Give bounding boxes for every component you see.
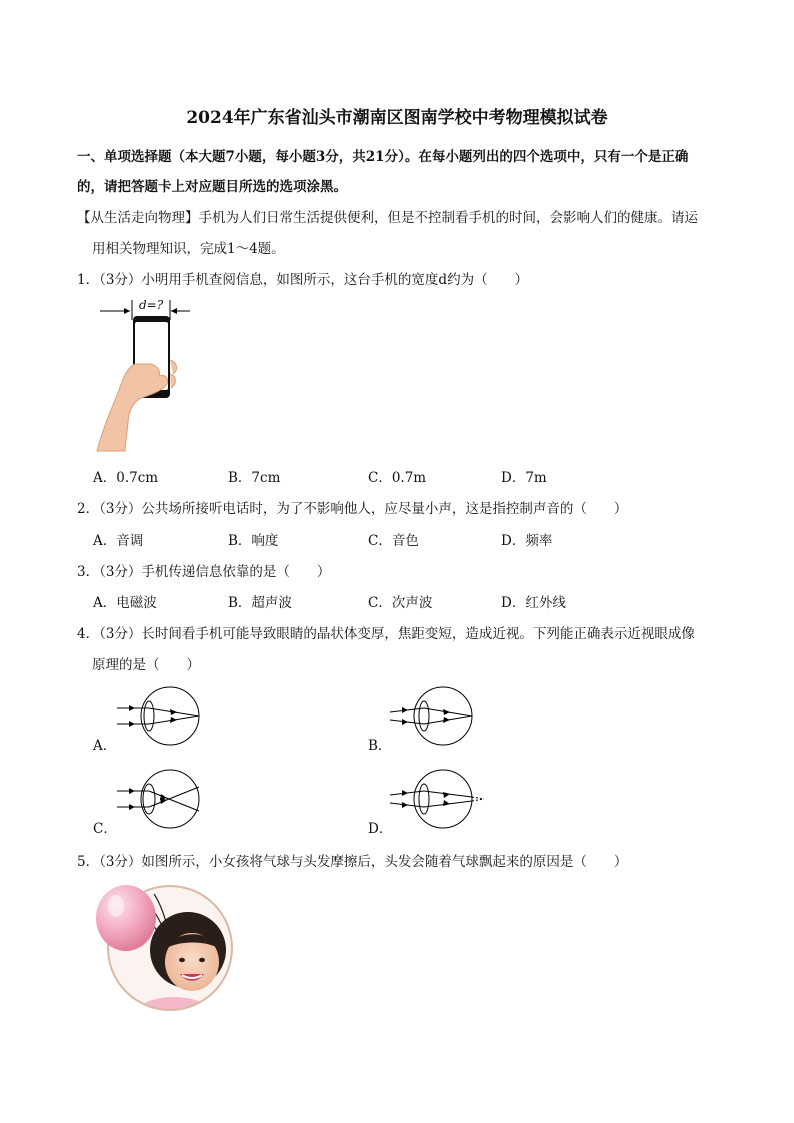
- q4-option-a: A．: [93, 738, 117, 754]
- q2-stem: 2．（3分）公共场所接听电话时，为了不影响他人，应尽量小声，这是指控制声音的（ ）: [77, 501, 628, 517]
- q3-option-d: D．红外线: [501, 595, 566, 611]
- q1-option-c: C．0.7m: [368, 470, 427, 486]
- q2-option-c: C．音色: [368, 533, 419, 549]
- eye-diagram-d: [388, 767, 488, 831]
- section-heading-line1: 一、单项选择题（本大题7小题，每小题3分，共21分）。在每小题列出的四个选项中，只有一个是正确: [77, 149, 689, 165]
- section-heading-line2: 的，请把答题卡上对应题目所选的选项涂黑。: [77, 179, 347, 195]
- q2-option-b: B．响度: [228, 533, 279, 549]
- page-title: 2024年广东省汕头市潮南区图南学校中考物理模拟试卷: [186, 108, 608, 128]
- q1-stem: 1．（3分）小明用手机查阅信息，如图所示，这台手机的宽度d约为（ ）: [77, 272, 529, 288]
- q4-option-b: B．: [368, 738, 392, 754]
- eye-diagram-c: [115, 767, 205, 831]
- q4-option-d: D．: [368, 821, 393, 837]
- context-line1: 【从生活走向物理】手机为人们日常生活提供便利，但是不控制看手机的时间，会影响人们的健康。请运: [77, 210, 698, 226]
- eye-diagram-b: [388, 684, 478, 748]
- q4-option-c: C．: [93, 821, 117, 837]
- q5-stem: 5．（3分）如图所示，小女孩将气球与头发摩擦后，头发会随着气球飘起来的原因是（ ）: [77, 854, 628, 870]
- q3-option-b: B．超声波: [228, 595, 292, 611]
- q3-option-a: A．电磁波: [93, 595, 157, 611]
- q2-option-a: A．音调: [93, 533, 144, 549]
- q3-option-c: C．次声波: [368, 595, 433, 611]
- q2-option-d: D．频率: [501, 533, 553, 549]
- q1-option-d: D．7m: [501, 470, 547, 486]
- girl-with-balloon-photo: [92, 880, 242, 1015]
- q1-option-a: A．0.7cm: [93, 470, 159, 486]
- context-line2: 用相关物理知识，完成1～4题。: [92, 241, 285, 257]
- q4-stem-line2: 原理的是（ ）: [92, 657, 200, 673]
- q4-stem-line1: 4．（3分）长时间看手机可能导致眼睛的晶状体变厚，焦距变短，造成近视。下列能正确表示近视眼成像: [77, 626, 695, 642]
- phone-in-hand-figure: [95, 298, 195, 454]
- q3-stem: 3．（3分）手机传递信息依靠的是（ ）: [77, 564, 331, 580]
- width-label: d=?: [139, 298, 164, 312]
- eye-diagram-a: [115, 684, 205, 748]
- q1-option-b: B．7cm: [228, 470, 281, 486]
